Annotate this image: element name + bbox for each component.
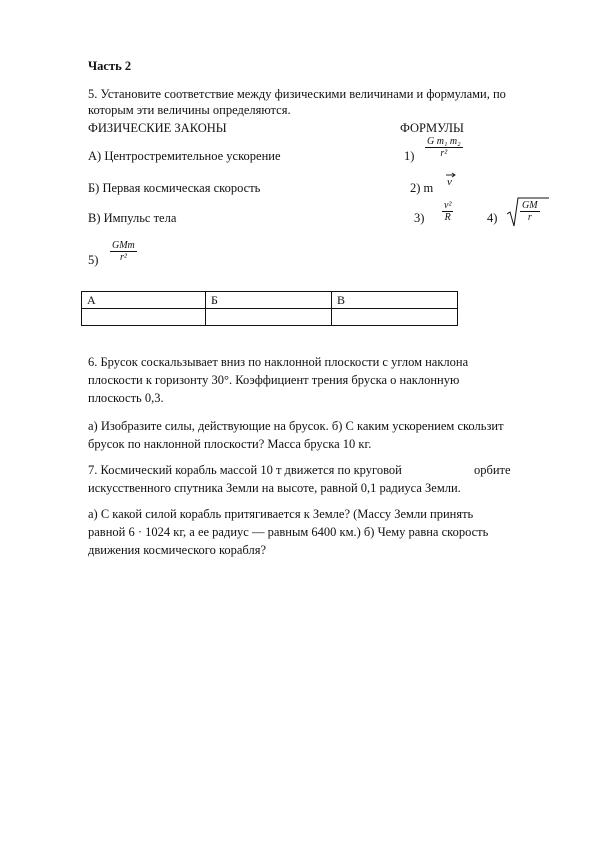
table-row <box>82 292 458 309</box>
task6-line1: 6. Брусок соскальзывает вниз по наклонной плоскости с углом наклона <box>88 355 469 369</box>
table-header-b: Б <box>206 292 332 309</box>
formula2-label: 2) m <box>410 181 434 195</box>
task5-line2: которым эти величины определяются. <box>88 103 291 117</box>
task7-line4: равной 6 · 1024 кг, а ее радиус — равным 6400 км.) б) Чему равна скорость <box>88 525 489 539</box>
item-b: Б) Первая космическая скорость <box>88 181 261 195</box>
task6-line3: плоскость 0,3. <box>88 391 164 405</box>
task6-line4: а) Изобразите силы, действующие на брусок. б) С каким ускорением скользит <box>88 419 504 433</box>
formula3-numerator: v² <box>444 200 452 211</box>
task6-line5: брусок по наклонной плоскости? Масса бруска 10 кг. <box>88 437 372 451</box>
answer-cell-b[interactable] <box>206 309 332 326</box>
formula5-label: 5) <box>88 253 99 267</box>
task7-line5: движения космического корабля? <box>88 543 267 557</box>
formula5-fraction <box>110 240 137 263</box>
part-title: Часть 2 <box>88 59 132 73</box>
task5-line1: 5. Установите соответствие между физическими величинами и формулами, по <box>88 87 506 101</box>
task7-line2: искусственного спутника Земли на высоте, равной 0,1 радиуса Земли. <box>88 481 461 495</box>
formula5-denominator: r² <box>110 251 137 263</box>
task7-line1-end: орбите <box>474 463 511 477</box>
answer-table <box>81 291 458 326</box>
formula3-label: 3) <box>414 211 425 225</box>
task7-line3: а) С какой силой корабль притягивается к Земле? (Массу Земли принять <box>88 507 474 521</box>
formula3-denominator: R <box>442 211 453 223</box>
formula5-numerator: GMm <box>112 240 135 251</box>
answer-cell-c[interactable] <box>332 309 458 326</box>
formula1-numerator: G m₁ m₂ <box>427 136 461 147</box>
formula4-label: 4) <box>487 211 498 225</box>
laws-header: ФИЗИЧЕСКИЕ ЗАКОНЫ <box>88 121 227 135</box>
formula1-label: 1) <box>404 149 415 163</box>
table-header-c: В <box>332 292 458 309</box>
formula3-fraction <box>442 200 453 223</box>
item-a: А) Центростремительное ускорение <box>88 149 281 163</box>
formulas-header: ФОРМУЛЫ <box>400 121 464 135</box>
formula4-numerator: GM <box>522 200 538 211</box>
formula1-fraction <box>425 136 463 159</box>
task7-line1: 7. Космический корабль массой 10 т движется по круговой <box>88 463 402 477</box>
formula4-denominator: r <box>520 211 540 223</box>
table-header-a: А <box>82 292 206 309</box>
formula4-fraction <box>520 200 540 223</box>
formula2-v: v <box>447 176 452 188</box>
table-row <box>82 309 458 326</box>
formula1-denominator: r² <box>425 147 463 159</box>
item-c: В) Импульс тела <box>88 211 177 225</box>
answer-cell-a[interactable] <box>82 309 206 326</box>
task6-line2: плоскости к горизонту 30°. Коэффициент трения бруска о наклонную <box>88 373 460 387</box>
